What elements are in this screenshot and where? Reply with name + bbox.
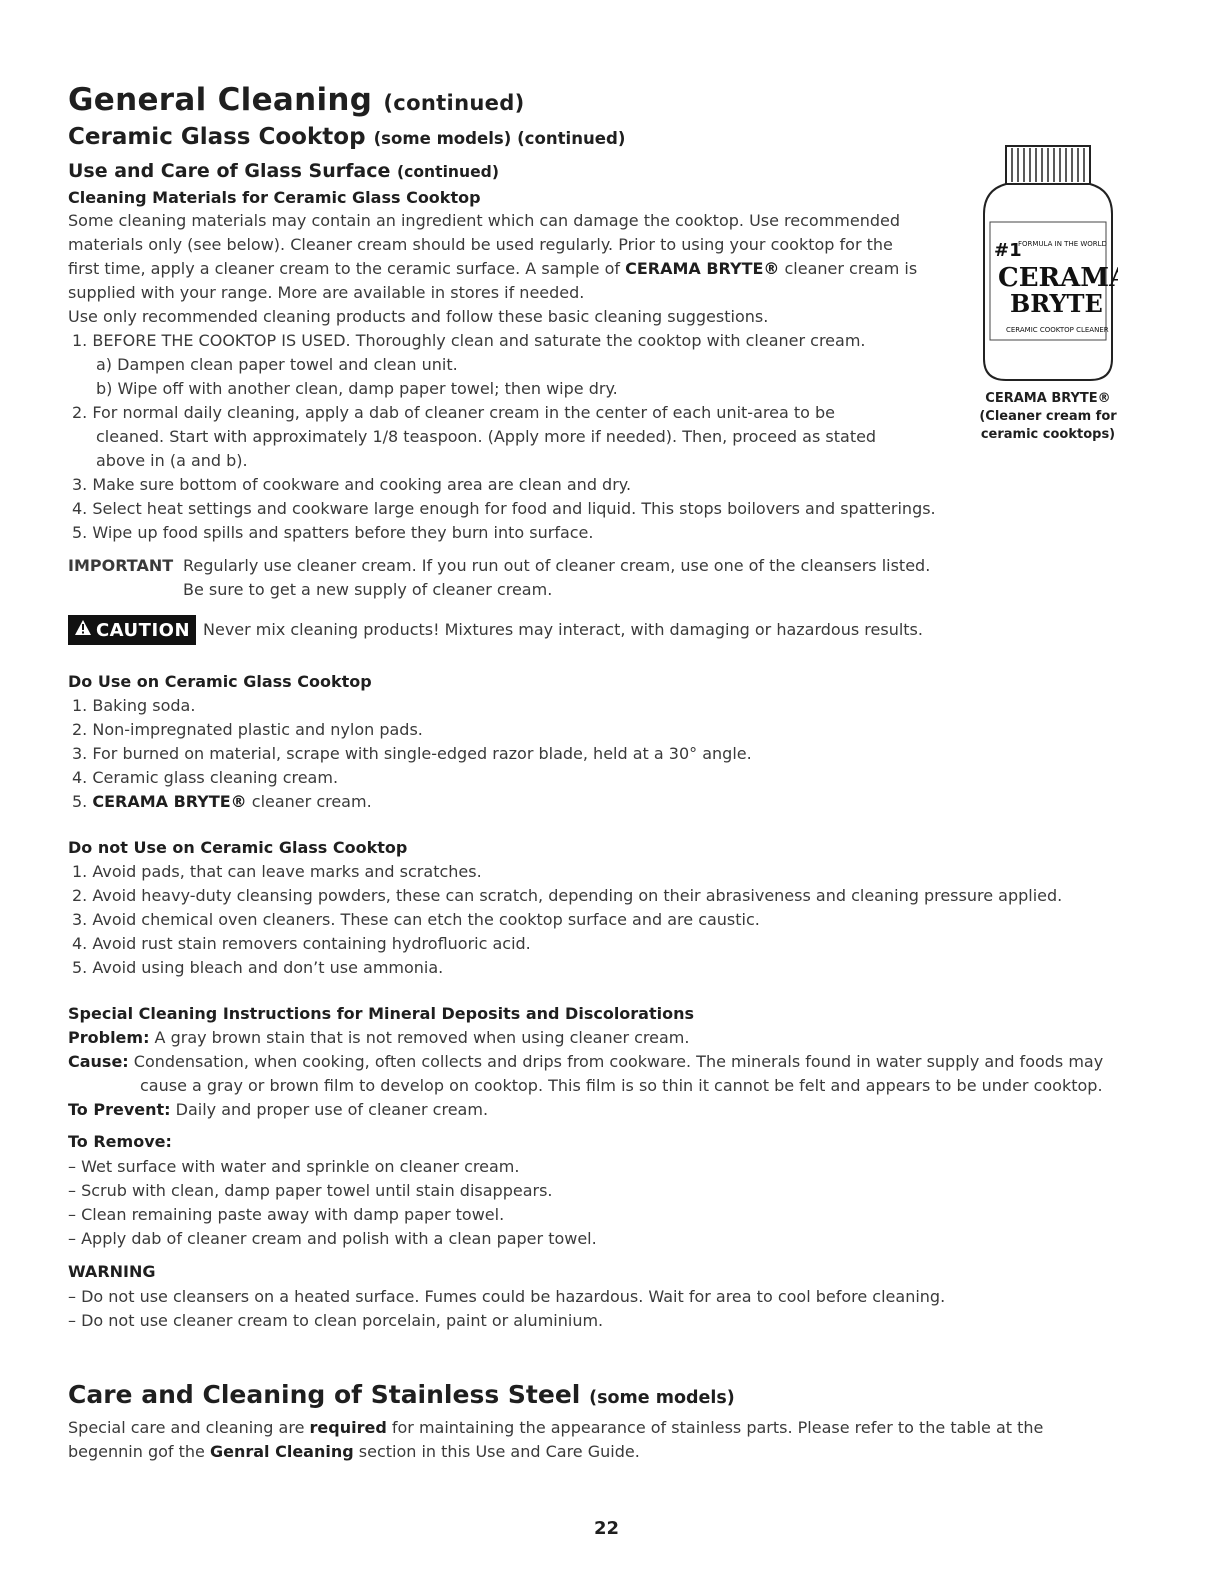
step-3: 3. Make sure bottom of cookware and cooking area are clean and dry. — [72, 475, 632, 494]
section-suffix: (continued) — [396, 163, 499, 181]
step-5: 5. Wipe up food spills and spatters before they burn into surface. — [72, 523, 594, 542]
materials-line-3a: first time, apply a cleaner cream to the ceramic surface. A sample of — [68, 259, 626, 278]
stainless-l2c: section in this Use and Care Guide. — [353, 1442, 640, 1461]
warning-triangle-icon — [74, 619, 92, 641]
problem-text: A gray brown stain that is not removed when using cleaner cream. — [149, 1028, 690, 1047]
do-use-item-5 — [72, 792, 372, 811]
materials-line-3 — [68, 259, 917, 278]
do-not-use-heading: Do not Use on Ceramic Glass Cooktop — [68, 838, 408, 857]
do-use-item-1: 1. Baking soda. — [72, 696, 196, 715]
stainless-l2b: Genral Cleaning — [209, 1442, 354, 1461]
prevent-label: To Prevent: — [68, 1100, 171, 1119]
materials-line-1: Some cleaning materials may contain an ingredient which can damage the cooktop. Use recommended — [68, 211, 901, 230]
bottle-product: CERAMIC COOKTOP CLEANER — [1006, 326, 1109, 334]
do-use-heading: Do Use on Ceramic Glass Cooktop — [68, 672, 372, 691]
step-4: 4. Select heat settings and cookware large enough for food and liquid. This stops boilovers and spatterings. — [72, 499, 936, 518]
stainless-l2a: begennin gof the — [68, 1442, 210, 1461]
step-2-cont2: above in (a and b). — [96, 451, 248, 470]
step-1a: a) Dampen clean paper towel and clean unit. — [96, 355, 458, 374]
stainless-title — [68, 1380, 735, 1409]
caption-line-2: (Cleaner cream for — [979, 409, 1117, 424]
subtitle-suffix: (some models) (continued) — [373, 129, 626, 148]
bottle-rank-text: #1 — [994, 240, 1022, 261]
bottle-brand1: CERAMA — [998, 263, 1118, 293]
do-use-item-2: 2. Non-impregnated plastic and nylon pads. — [72, 720, 423, 739]
step-2-cont: cleaned. Start with approximately 1/8 teaspoon. (Apply more if needed). Then, proceed as stated — [96, 427, 877, 446]
remove-item-1: – Wet surface with water and sprinkle on cleaner cream. — [68, 1157, 520, 1176]
special-heading: Special Cleaning Instructions for Mineral Deposits and Discolorations — [68, 1004, 695, 1023]
step-1: 1. BEFORE THE COOKTOP IS USED. Thoroughly clean and saturate the cooktop with cleaner cream. — [72, 331, 866, 350]
page-number: 22 — [593, 1518, 620, 1539]
stainless-line-2 — [68, 1442, 640, 1461]
warning-item-2: – Do not use cleaner cream to clean porcelain, paint or aluminium. — [68, 1311, 604, 1330]
remove-item-4: – Apply dab of cleaner cream and polish with a clean paper towel. — [68, 1229, 597, 1248]
do-not-use-item-5: 5. Avoid using bleach and don’t use ammonia. — [72, 958, 444, 977]
do-not-use-item-3: 3. Avoid chemical oven cleaners. These can etch the cooktop surface and are caustic. — [72, 910, 760, 929]
caution-label: CAUTION — [95, 619, 191, 641]
remove-item-3: – Clean remaining paste away with damp paper towel. — [68, 1205, 505, 1224]
materials-line-3c: cleaner cream is — [779, 259, 918, 278]
subsection-title — [68, 160, 499, 182]
important-line-2: Be sure to get a new supply of cleaner cream. — [183, 580, 553, 599]
remove-heading: To Remove: — [68, 1132, 172, 1151]
do-not-use-item-1: 1. Avoid pads, that can leave marks and scratches. — [72, 862, 482, 881]
do-use-item-5-num: 5. — [72, 792, 93, 811]
materials-line-5: Use only recommended cleaning products and follow these basic cleaning suggestions. — [68, 307, 769, 326]
remove-item-2: – Scrub with clean, damp paper towel until stain disappears. — [68, 1181, 553, 1200]
section-title — [68, 124, 625, 150]
stainless-l1c: for maintaining the appearance of stainless parts. Please refer to the table at the — [386, 1418, 1044, 1437]
caption-line-1: CERAMA BRYTE® — [985, 391, 1111, 406]
important-label: IMPORTANT — [68, 556, 174, 575]
problem-label: Problem: — [68, 1028, 150, 1047]
bottle-caption — [972, 390, 1124, 444]
materials-line-4: supplied with your range. More are available in stores if needed. — [68, 283, 585, 302]
caution-badge — [68, 615, 196, 645]
cause-line-1 — [68, 1052, 1103, 1071]
warning-heading: WARNING — [68, 1262, 156, 1281]
stainless-title-suffix: (some models) — [589, 1388, 735, 1408]
do-use-item-4: 4. Ceramic glass cleaning cream. — [72, 768, 339, 787]
step-2: 2. For normal daily cleaning, apply a dab of cleaner cream in the center of each unit-area to be — [72, 403, 835, 422]
cerama-bryte-name: CERAMA BRYTE® — [625, 259, 780, 278]
cerama-bryte-bottle-illustration — [978, 144, 1118, 384]
page-title — [68, 82, 525, 118]
caution-text: Never mix cleaning products! Mixtures may interact, with damaging or hazardous results. — [203, 620, 923, 639]
do-use-item-3: 3. For burned on material, scrape with single-edged razor blade, held at a 30° angle. — [72, 744, 752, 763]
cause-text-1: Condensation, when cooking, often collects and drips from cookware. The minerals found in water supply and foods may — [128, 1052, 1104, 1071]
do-use-item-5-brand: CERAMA BRYTE® — [92, 792, 247, 811]
prevent-line — [68, 1100, 488, 1119]
important-line-1: Regularly use cleaner cream. If you run out of cleaner cream, use one of the cleansers listed. — [183, 556, 931, 575]
stainless-title-text: Care and Cleaning of Stainless Steel — [68, 1380, 581, 1409]
cause-label: Cause: — [68, 1052, 129, 1071]
bottle-brand2: BRYTE — [1010, 289, 1103, 318]
materials-heading: Cleaning Materials for Ceramic Glass Cooktop — [68, 188, 481, 207]
prevent-text: Daily and proper use of cleaner cream. — [170, 1100, 489, 1119]
stainless-line-1 — [68, 1418, 1043, 1437]
stainless-l1b: required — [309, 1418, 387, 1437]
stainless-l1a: Special care and cleaning are — [68, 1418, 310, 1437]
bottle-small-text: FORMULA IN THE WORLD — [1018, 240, 1107, 248]
title-text: General Cleaning — [68, 82, 373, 118]
do-not-use-item-2: 2. Avoid heavy-duty cleansing powders, these can scratch, depending on their abrasiveness and cleaning pressure applied. — [72, 886, 1063, 905]
problem-line — [68, 1028, 689, 1047]
caption-line-3: ceramic cooktops) — [980, 427, 1116, 442]
do-use-item-5-rest: cleaner cream. — [246, 792, 372, 811]
warning-item-1: – Do not use cleansers on a heated surface. Fumes could be hazardous. Wait for area to cool before cleaning. — [68, 1287, 946, 1306]
subtitle-text: Ceramic Glass Cooktop — [68, 124, 366, 150]
step-1b: b) Wipe off with another clean, damp paper towel; then wipe dry. — [96, 379, 618, 398]
cause-line-2: cause a gray or brown film to develop on cooktop. This film is so thin it cannot be felt and appears to be under cooktop. — [140, 1076, 1103, 1095]
title-suffix: (continued) — [383, 90, 525, 115]
materials-line-2: materials only (see below). Cleaner cream should be used regularly. Prior to using your cooktop for the — [68, 235, 893, 254]
do-not-use-item-4: 4. Avoid rust stain removers containing hydrofluoric acid. — [72, 934, 531, 953]
section-text: Use and Care of Glass Surface — [68, 160, 391, 182]
